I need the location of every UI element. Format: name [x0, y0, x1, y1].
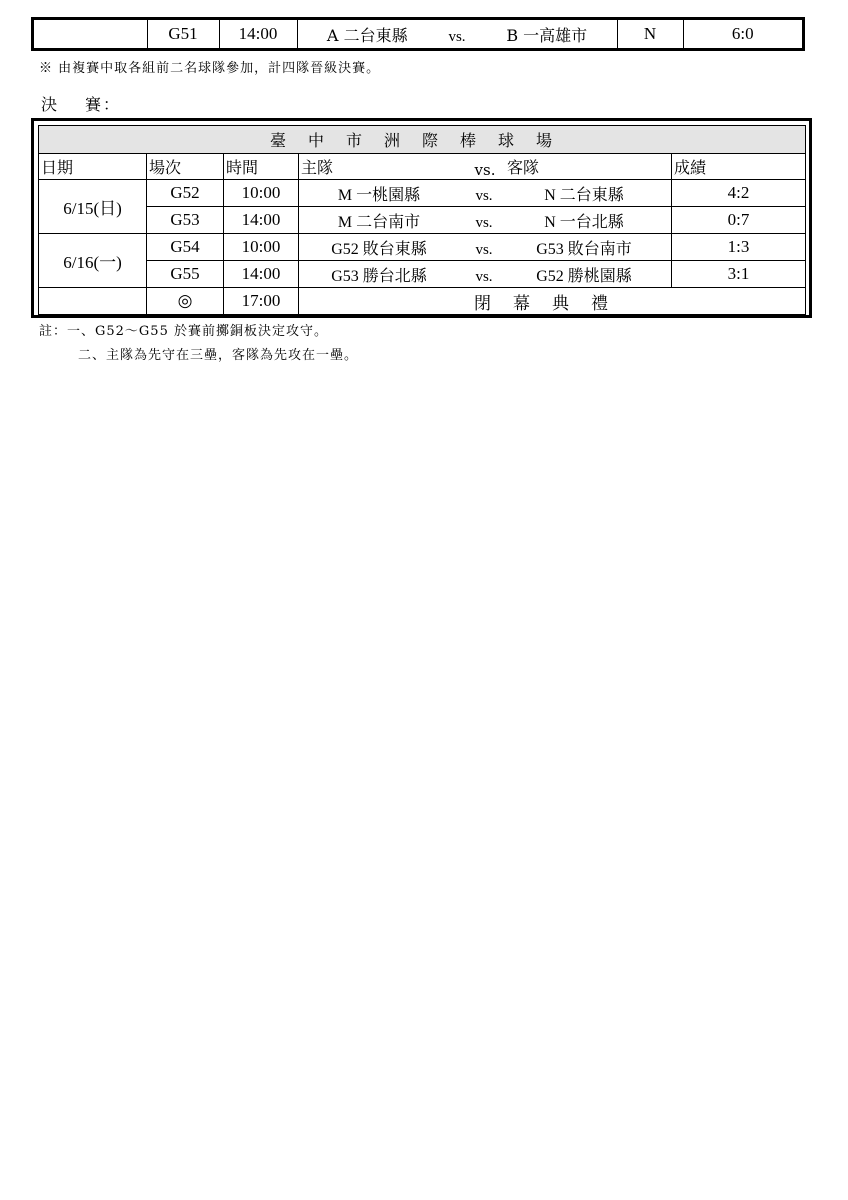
vs-label: vs. — [475, 268, 493, 285]
ceremony-symbol: ◎ — [147, 288, 224, 315]
header-home: 主隊 — [301, 158, 334, 177]
header-teams — [299, 154, 672, 180]
teams-g54 — [299, 234, 672, 261]
vs-label: vs. — [475, 241, 493, 258]
teams-g55 — [299, 261, 672, 288]
game-g52: G52 — [147, 180, 224, 207]
prelim-time: 14:00 — [219, 20, 297, 48]
prelim-field: N — [617, 20, 683, 48]
score-g53: 0:7 — [672, 207, 806, 234]
advance-note: ※ 由複賽中取各組前二名球隊參加，計四隊晉級決賽。 — [39, 61, 381, 76]
day2-date: 6/16(一) — [39, 234, 147, 288]
table-row — [39, 180, 806, 207]
game-g54: G54 — [147, 234, 224, 261]
score-g55: 3:1 — [672, 261, 806, 288]
prelim-date-cell — [34, 20, 147, 48]
header-score: 成績 — [672, 154, 806, 180]
header-game: 場次 — [147, 154, 224, 180]
home-team: M 二台南市 — [337, 213, 421, 231]
home-team: G52 敗台東縣 — [331, 240, 427, 258]
finals-title-part1: 決 — [41, 95, 60, 114]
home-team: G53 勝台北縣 — [331, 267, 427, 285]
table-row — [39, 261, 806, 288]
ceremony-row — [39, 288, 806, 315]
prelim-away-team: B 一高雄市 — [506, 25, 588, 45]
teams-g53 — [299, 207, 672, 234]
header-date: 日期 — [39, 154, 147, 180]
header-time: 時間 — [224, 154, 299, 180]
finals-table — [38, 125, 806, 315]
vs-label: vs. — [475, 214, 493, 231]
game-g55: G55 — [147, 261, 224, 288]
day1-date: 6/15(日) — [39, 180, 147, 234]
table-row — [39, 207, 806, 234]
finals-title-part2: 賽： — [85, 95, 122, 114]
away-team: N 二台東縣 — [544, 186, 624, 204]
game-g53: G53 — [147, 207, 224, 234]
table-row — [39, 234, 806, 261]
away-team: N 一台北縣 — [544, 213, 624, 231]
teams-g52 — [299, 180, 672, 207]
time-g53: 14:00 — [224, 207, 299, 234]
finals-title — [41, 92, 121, 115]
score-g52: 4:2 — [672, 180, 806, 207]
away-team: G53 敗台南市 — [536, 240, 632, 258]
time-g55: 14:00 — [224, 261, 299, 288]
vs-label: vs. — [475, 187, 493, 204]
footnote-1: 註：一、G52～G55 於賽前擲銅板決定攻守。 — [39, 324, 328, 339]
header-away: 客隊 — [507, 158, 540, 177]
prelim-vs: vs. — [448, 28, 466, 45]
ceremony-date-cell — [39, 288, 147, 315]
home-team: M 一桃園縣 — [337, 186, 421, 204]
prelim-game: G51 — [147, 20, 219, 48]
ceremony-time: 17:00 — [224, 288, 299, 315]
prelim-row — [34, 20, 802, 48]
finals-table-frame — [31, 118, 812, 318]
prelim-home-team: A 二台東縣 — [297, 20, 437, 48]
prelim-score: 6:0 — [683, 20, 802, 48]
time-g52: 10:00 — [224, 180, 299, 207]
score-g54: 1:3 — [672, 234, 806, 261]
footnotes — [39, 320, 358, 368]
footnote-2: 二、主隊為先守在三壘，客隊為先攻在一壘。 — [78, 348, 359, 363]
header-vs: vs. — [474, 160, 496, 179]
prelim-row-table — [31, 17, 805, 51]
away-team: G52 勝桃園縣 — [536, 267, 632, 285]
time-g54: 10:00 — [224, 234, 299, 261]
venue-name: 臺中市洲際棒球場 — [39, 126, 806, 154]
ceremony-label: 閉幕典禮 — [299, 288, 806, 315]
